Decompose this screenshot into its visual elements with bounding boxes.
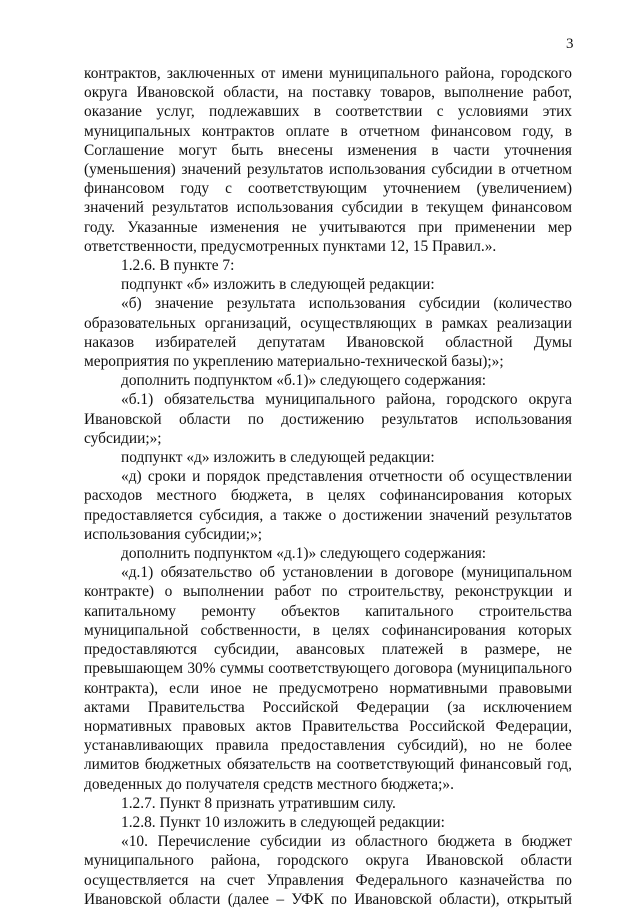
paragraph: «д.1) обязательство об установлении в договоре (муниципальном контракте) о выполнении работ по строительству, реконструкции и капитальному ремонту объектов капитального строительства муниципальной собственности, в целях софинансирования которых предоставляются субсидии, авансовых платежей в размере, не превышающем 30% суммы соответствующего договора (муниципального контракта), если иное не предусмотрено нормативными правовыми актами Правительства Российской Федерации (за исключением нормативных правовых актов Правительства Российской Федерации, устанавливающих правила предоставления субсидий), но не более лимитов бюджетных обязательств на соответствующий финансовый год, доведенных до получателя средств местного бюджета;». — [84, 564, 572, 793]
paragraph: дополнить подпунктом «д.1)» следующего содержания: — [121, 545, 487, 563]
page-number: 3 — [566, 36, 574, 52]
paragraph: 1.2.6. В пункте 7: — [121, 257, 235, 275]
paragraph: «б.1) обязательства муниципального района, городского округа Ивановской области по достижению результатов использования субсидии;»; — [84, 391, 572, 447]
paragraph: 1.2.7. Пункт 8 признать утратившим силу. — [121, 794, 396, 812]
paragraph: «б) значение результата использования субсидии (количество образовательных организаций, осуществляющих в рамках реализации наказов избирателей депутатам Ивановской областной Думы мероприятия по укреплению материально-технической базы);»; — [84, 295, 572, 371]
paragraph: «10. Перечисление субсидии из областного бюджета в бюджет муниципального района, городского округа Ивановской области осуществляется на счет Управления Федерального казначейства по Ивановской области (далее – УФК по Ивановской области), открытый — [84, 833, 572, 908]
paragraph: 1.2.8. Пункт 10 изложить в следующей редакции: — [121, 813, 445, 831]
paragraph: подпункт «б» изложить в следующей редакции: — [121, 276, 435, 294]
paragraph: подпункт «д» изложить в следующей редакции: — [121, 449, 435, 467]
paragraph: «д) сроки и порядок представления отчетности об осуществлении расходов местного бюджета, в целях софинансирования которых предоставляется субсидия, а также о достижении значений результатов использования субсидии;»; — [84, 468, 572, 543]
paragraph: контрактов, заключенных от имени муниципального района, городского округа Ивановской области, на поставку товаров, выполнение работ, оказание услуг, подлежавших в соответствии с условиями этих муниципальных контрактов оплате в отчетном финансовом году, в Соглашение могут быть внесены изменения в части уточнения (уменьшения) значений результатов использования субсидии в отчетном финансовом году с соответствующим уточнением (увеличением) значений результатов использования субсидии в текущем финансовом году. Указанные изменения не учитываются при применении мер ответственности, предусмотренных пунктами 12, 15 Правил.». — [84, 65, 572, 255]
document-body — [84, 64, 572, 909]
paragraph: дополнить подпунктом «б.1)» следующего содержания: — [121, 372, 487, 390]
